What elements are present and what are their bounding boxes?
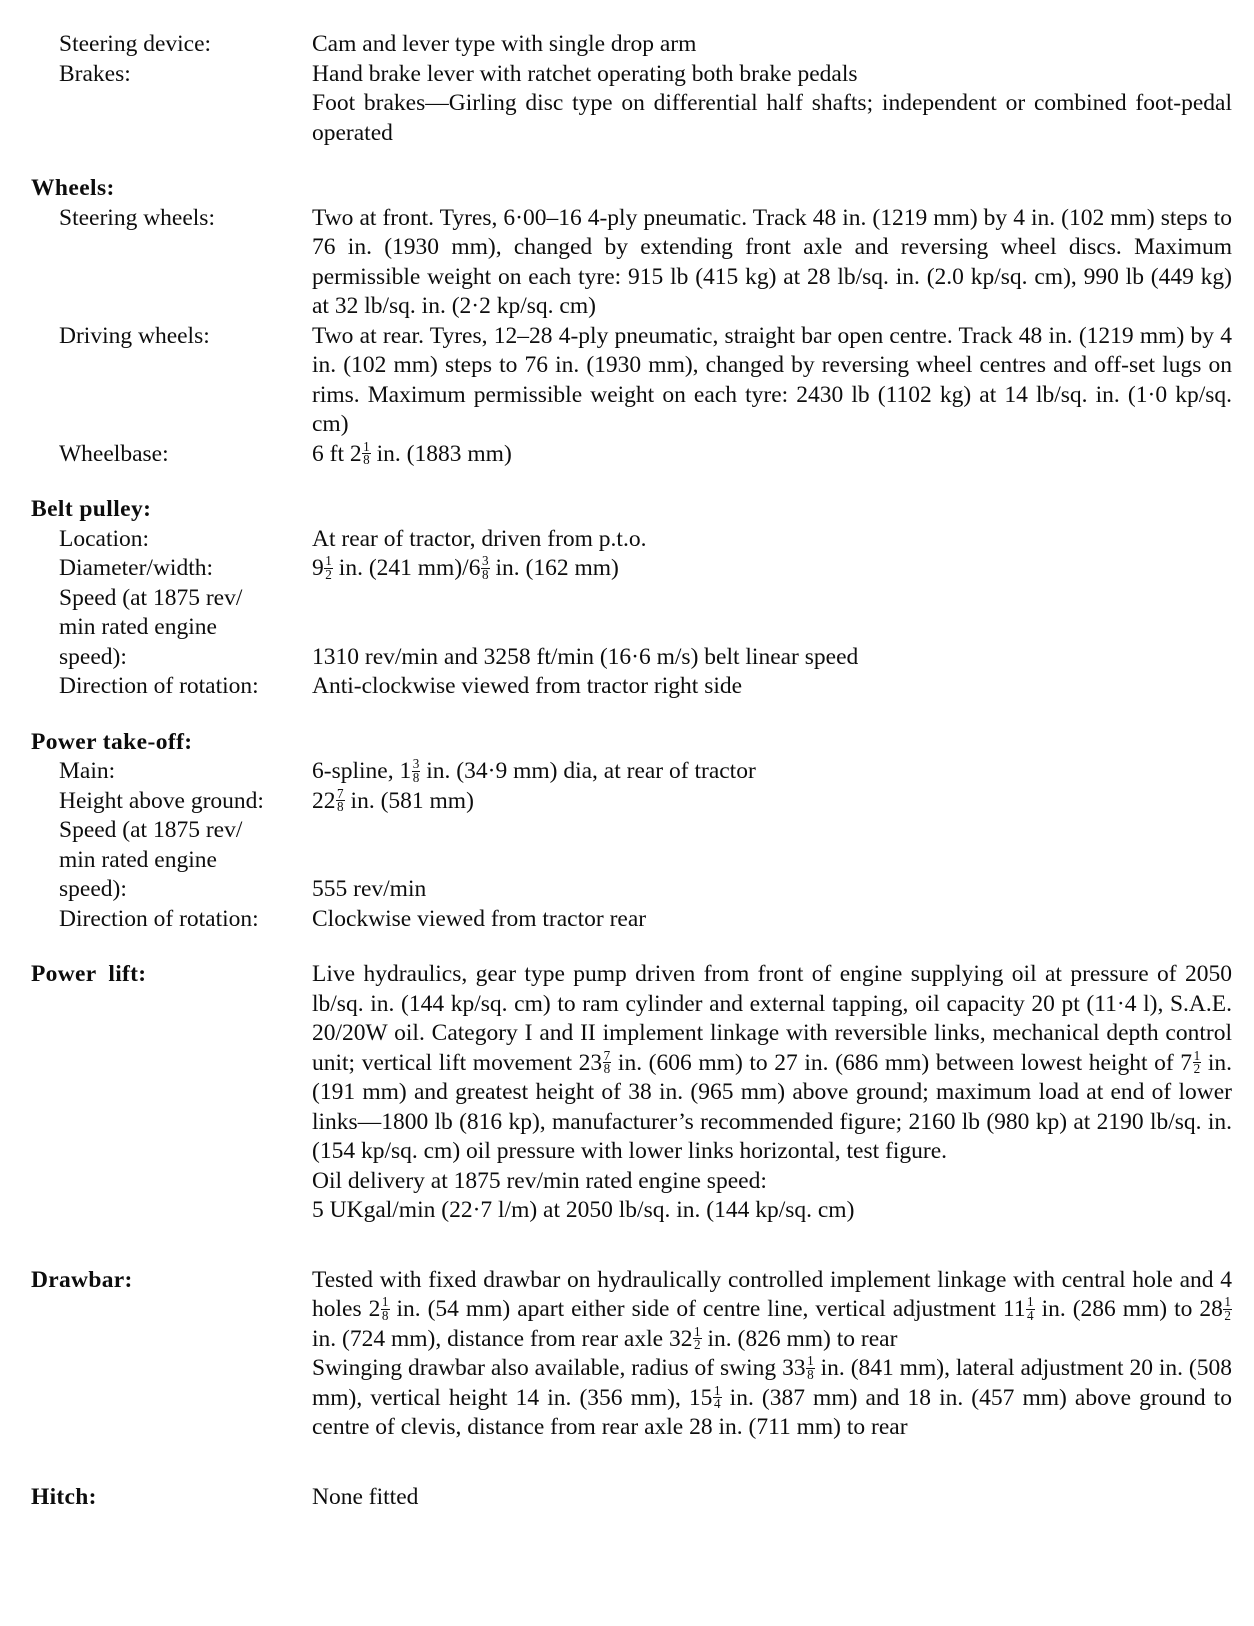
spec-label: Main: xyxy=(59,758,116,784)
fraction: $\frac{7}{8}$ xyxy=(337,785,344,815)
spec-label: Steering device: xyxy=(59,31,212,57)
section-heading: Belt pulley: xyxy=(31,496,152,522)
fraction: $\frac{1}{8}$ xyxy=(381,1294,389,1323)
fraction: $\frac{1}{4}$ xyxy=(1027,1294,1034,1323)
spec-value xyxy=(312,1266,1254,1443)
fraction: $\frac{1}{2}$ xyxy=(694,1323,701,1353)
spec-value-line: Live hydraulics, gear type pump driven from front of engine supplying oil at pressure of 2050 lb/sq. in. (144 kp/sq. cm) to ram cylinder and external tapping, oil capacity 20 pt (11·4 l), S.A.E. 20/20W oil. Category I and II implement linkage with reversible links, mechanical depth control unit; vertical lift movement 23 $\frac{7}{8}$ in. (606 mm) to 27 in. (686 mm) between lowest height of 7 $\frac{1}{2}$ in. (191 mm) and greatest height of 38 in. (965 mm) above ground; maximum load at end of lower links—1800 lb (816 kp), manufacturer’s recommended figure; 2160 lb (980 kp) at 2190 lb/sq. in. (154 kp/sq. cm) oil pressure with lower links horizontal, test figure. xyxy=(312,961,1233,1164)
fraction: $\frac{1}{2}$ xyxy=(1193,1047,1201,1077)
fraction: $\frac{3}{8}$ xyxy=(412,756,420,785)
spec-row xyxy=(0,440,1254,470)
spec-value xyxy=(312,672,1254,702)
spec-value xyxy=(312,30,1254,60)
spec-value-line: 1310 rev/min and 3258 ft/min (16·6 m/s) belt linear speed xyxy=(312,643,859,670)
fraction: $\frac{7}{8}$ xyxy=(603,1047,611,1077)
spec-row xyxy=(0,322,1254,440)
section-heading: Wheels: xyxy=(31,175,115,201)
vertical-spacer xyxy=(0,148,1254,174)
spec-value-line: Oil delivery at 1875 rev/min rated engine speed: xyxy=(312,1167,767,1194)
spec-row xyxy=(0,905,1254,935)
vertical-spacer xyxy=(0,702,1254,728)
specification-content xyxy=(0,30,1254,1526)
vertical-spacer xyxy=(0,469,1254,495)
spec-value xyxy=(312,322,1254,440)
fraction: $\frac{1}{4}$ xyxy=(713,1382,721,1412)
spec-value-line: 6-spline, 1 $\frac{3}{8}$ in. (34·9 mm) dia, at rear of tractor xyxy=(312,756,756,785)
spec-value xyxy=(312,787,1254,817)
vertical-spacer xyxy=(0,1443,1254,1457)
spec-label: Hitch: xyxy=(31,1483,97,1510)
spec-row xyxy=(0,525,1254,555)
spec-value xyxy=(312,757,1254,787)
spec-value xyxy=(312,1483,1254,1513)
spec-value xyxy=(312,905,1254,935)
spec-value-line: Hand brake lever with ratchet operating both brake pedals xyxy=(312,60,858,87)
spec-value-line: Tested with fixed drawbar on hydraulically controlled implement linkage with central hole and 4 holes 2 $\frac{1}{8}$ in. (54 mm) apart either side of centre line, vertical adjustment 11 $\frac{1}{4}$ in. (286 mm) to 28 $\frac{1}{2}$ in. (724 mm), distance from rear axle 32 $\frac{1}{2}$ in. (826 mm) to rear xyxy=(312,1266,1232,1353)
spec-value-line: Swinging drawbar also available, radius of swing 33 $\frac{1}{8}$ in. (841 mm), lateral adjustment 20 in. (508 mm), vertical height 14 in. (356 mm), 15 $\frac{1}{4}$ in. (387 mm) and 18 in. (457 mm) above ground to centre of clevis, distance from rear axle 28 in. (711 mm) to rear xyxy=(312,1353,1232,1440)
spec-row xyxy=(0,672,1254,702)
spec-row xyxy=(0,584,1254,673)
spec-value-line: 9 $\frac{1}{2}$ in. (241 mm)/6 $\frac{3}{8}$ in. (162 mm) xyxy=(312,553,619,582)
spec-row xyxy=(0,1266,1254,1443)
value-offset-spacer xyxy=(312,816,1232,875)
spec-value-line: Foot brakes—Girling disc type on differential half shafts; independent or combined foot-pedal operated xyxy=(312,90,1232,146)
spec-label: Wheelbase: xyxy=(59,440,169,467)
spec-label: Brakes: xyxy=(59,60,131,87)
spec-value xyxy=(312,816,1254,905)
spec-label: Direction of rotation: xyxy=(59,673,259,699)
fraction: $\frac{1}{8}$ xyxy=(807,1353,814,1382)
spec-label: Direction of rotation: xyxy=(59,905,259,932)
vertical-spacer xyxy=(0,934,1254,960)
spec-value xyxy=(312,960,1254,1226)
fraction: $\frac{1}{2}$ xyxy=(325,553,332,582)
spec-value-line: Anti-clockwise viewed from tractor right side xyxy=(312,673,743,699)
spec-row xyxy=(0,30,1254,60)
spec-value-line: Two at front. Tyres, 6·00–16 4-ply pneumatic. Track 48 in. (1219 mm) by 4 in. (102 mm) steps to 76 in. (1930 mm), changed by extending front axle and reversing wheel discs. Maximum permissible weight on each tyre: 915 lb (415 kg) at 28 lb/sq. in. (2.0 kp/sq. cm), 990 lb (449 kg) at 32 lb/sq. in. (2·2 kp/sq. cm) xyxy=(312,204,1232,319)
section-heading: Power take-off: xyxy=(31,728,193,755)
spec-label: Speed (at 1875 rev/ min rated engine speed): xyxy=(59,817,243,902)
spec-value xyxy=(312,440,1254,470)
spec-value xyxy=(312,584,1254,673)
spec-value xyxy=(312,60,1254,149)
spec-row xyxy=(0,816,1254,905)
vertical-spacer xyxy=(0,1226,1254,1240)
spec-row xyxy=(0,757,1254,787)
spec-label: Location: xyxy=(59,525,150,552)
value-offset-spacer xyxy=(312,584,1232,643)
spec-row xyxy=(0,204,1254,322)
spec-label: Drawbar: xyxy=(31,1266,133,1293)
spec-value-line: Two at rear. Tyres, 12–28 4-ply pneumatic, straight bar open centre. Track 48 in. (1219 mm) by 4 in. (102 mm) steps to 76 in. (1930 mm), changed by reversing wheel centres and off-set lugs on rims. Maximum permissible weight on each tyre: 2430 lb (1102 kg) at 14 lb/sq. in. (1·0 kp/sq. cm) xyxy=(312,322,1232,437)
spec-value-line: 6 ft 2 $\frac{1}{8}$ in. (1883 mm) xyxy=(312,438,512,468)
spec-row xyxy=(0,960,1254,1226)
vertical-spacer xyxy=(0,1512,1254,1526)
fraction: $\frac{3}{8}$ xyxy=(482,553,489,582)
fraction: $\frac{1}{8}$ xyxy=(363,438,370,468)
spec-label: Steering wheels: xyxy=(59,204,215,231)
spec-value xyxy=(312,554,1254,584)
spec-value-line: At rear of tractor, driven from p.t.o. xyxy=(312,525,647,552)
spec-value-line: 22 $\frac{7}{8}$ in. (581 mm) xyxy=(312,785,474,815)
spec-label: Diameter/width: xyxy=(59,555,214,581)
spec-label: Driving wheels: xyxy=(59,322,210,349)
spec-label: Height above ground: xyxy=(59,787,264,814)
spec-value-line: Clockwise viewed from tractor rear xyxy=(312,905,647,932)
spec-value-line: 5 UKgal/min (22·7 l/m) at 2050 lb/sq. in. (144 kp/sq. cm) xyxy=(312,1197,855,1223)
spec-value xyxy=(312,525,1254,555)
spec-value-line: Cam and lever type with single drop arm xyxy=(312,31,697,57)
spec-row xyxy=(0,60,1254,149)
fraction: $\frac{1}{2}$ xyxy=(1224,1294,1231,1323)
spec-value xyxy=(312,204,1254,322)
spec-row xyxy=(0,787,1254,817)
spec-row xyxy=(0,1483,1254,1513)
vertical-spacer xyxy=(0,1240,1254,1266)
spec-row xyxy=(0,554,1254,584)
spec-value-line: None fitted xyxy=(312,1483,419,1510)
spec-value-line: 555 rev/min xyxy=(312,876,427,902)
spec-label: Power lift: xyxy=(31,961,147,987)
spec-label: Speed (at 1875 rev/ min rated engine speed): xyxy=(59,584,243,670)
vertical-spacer xyxy=(0,1457,1254,1483)
